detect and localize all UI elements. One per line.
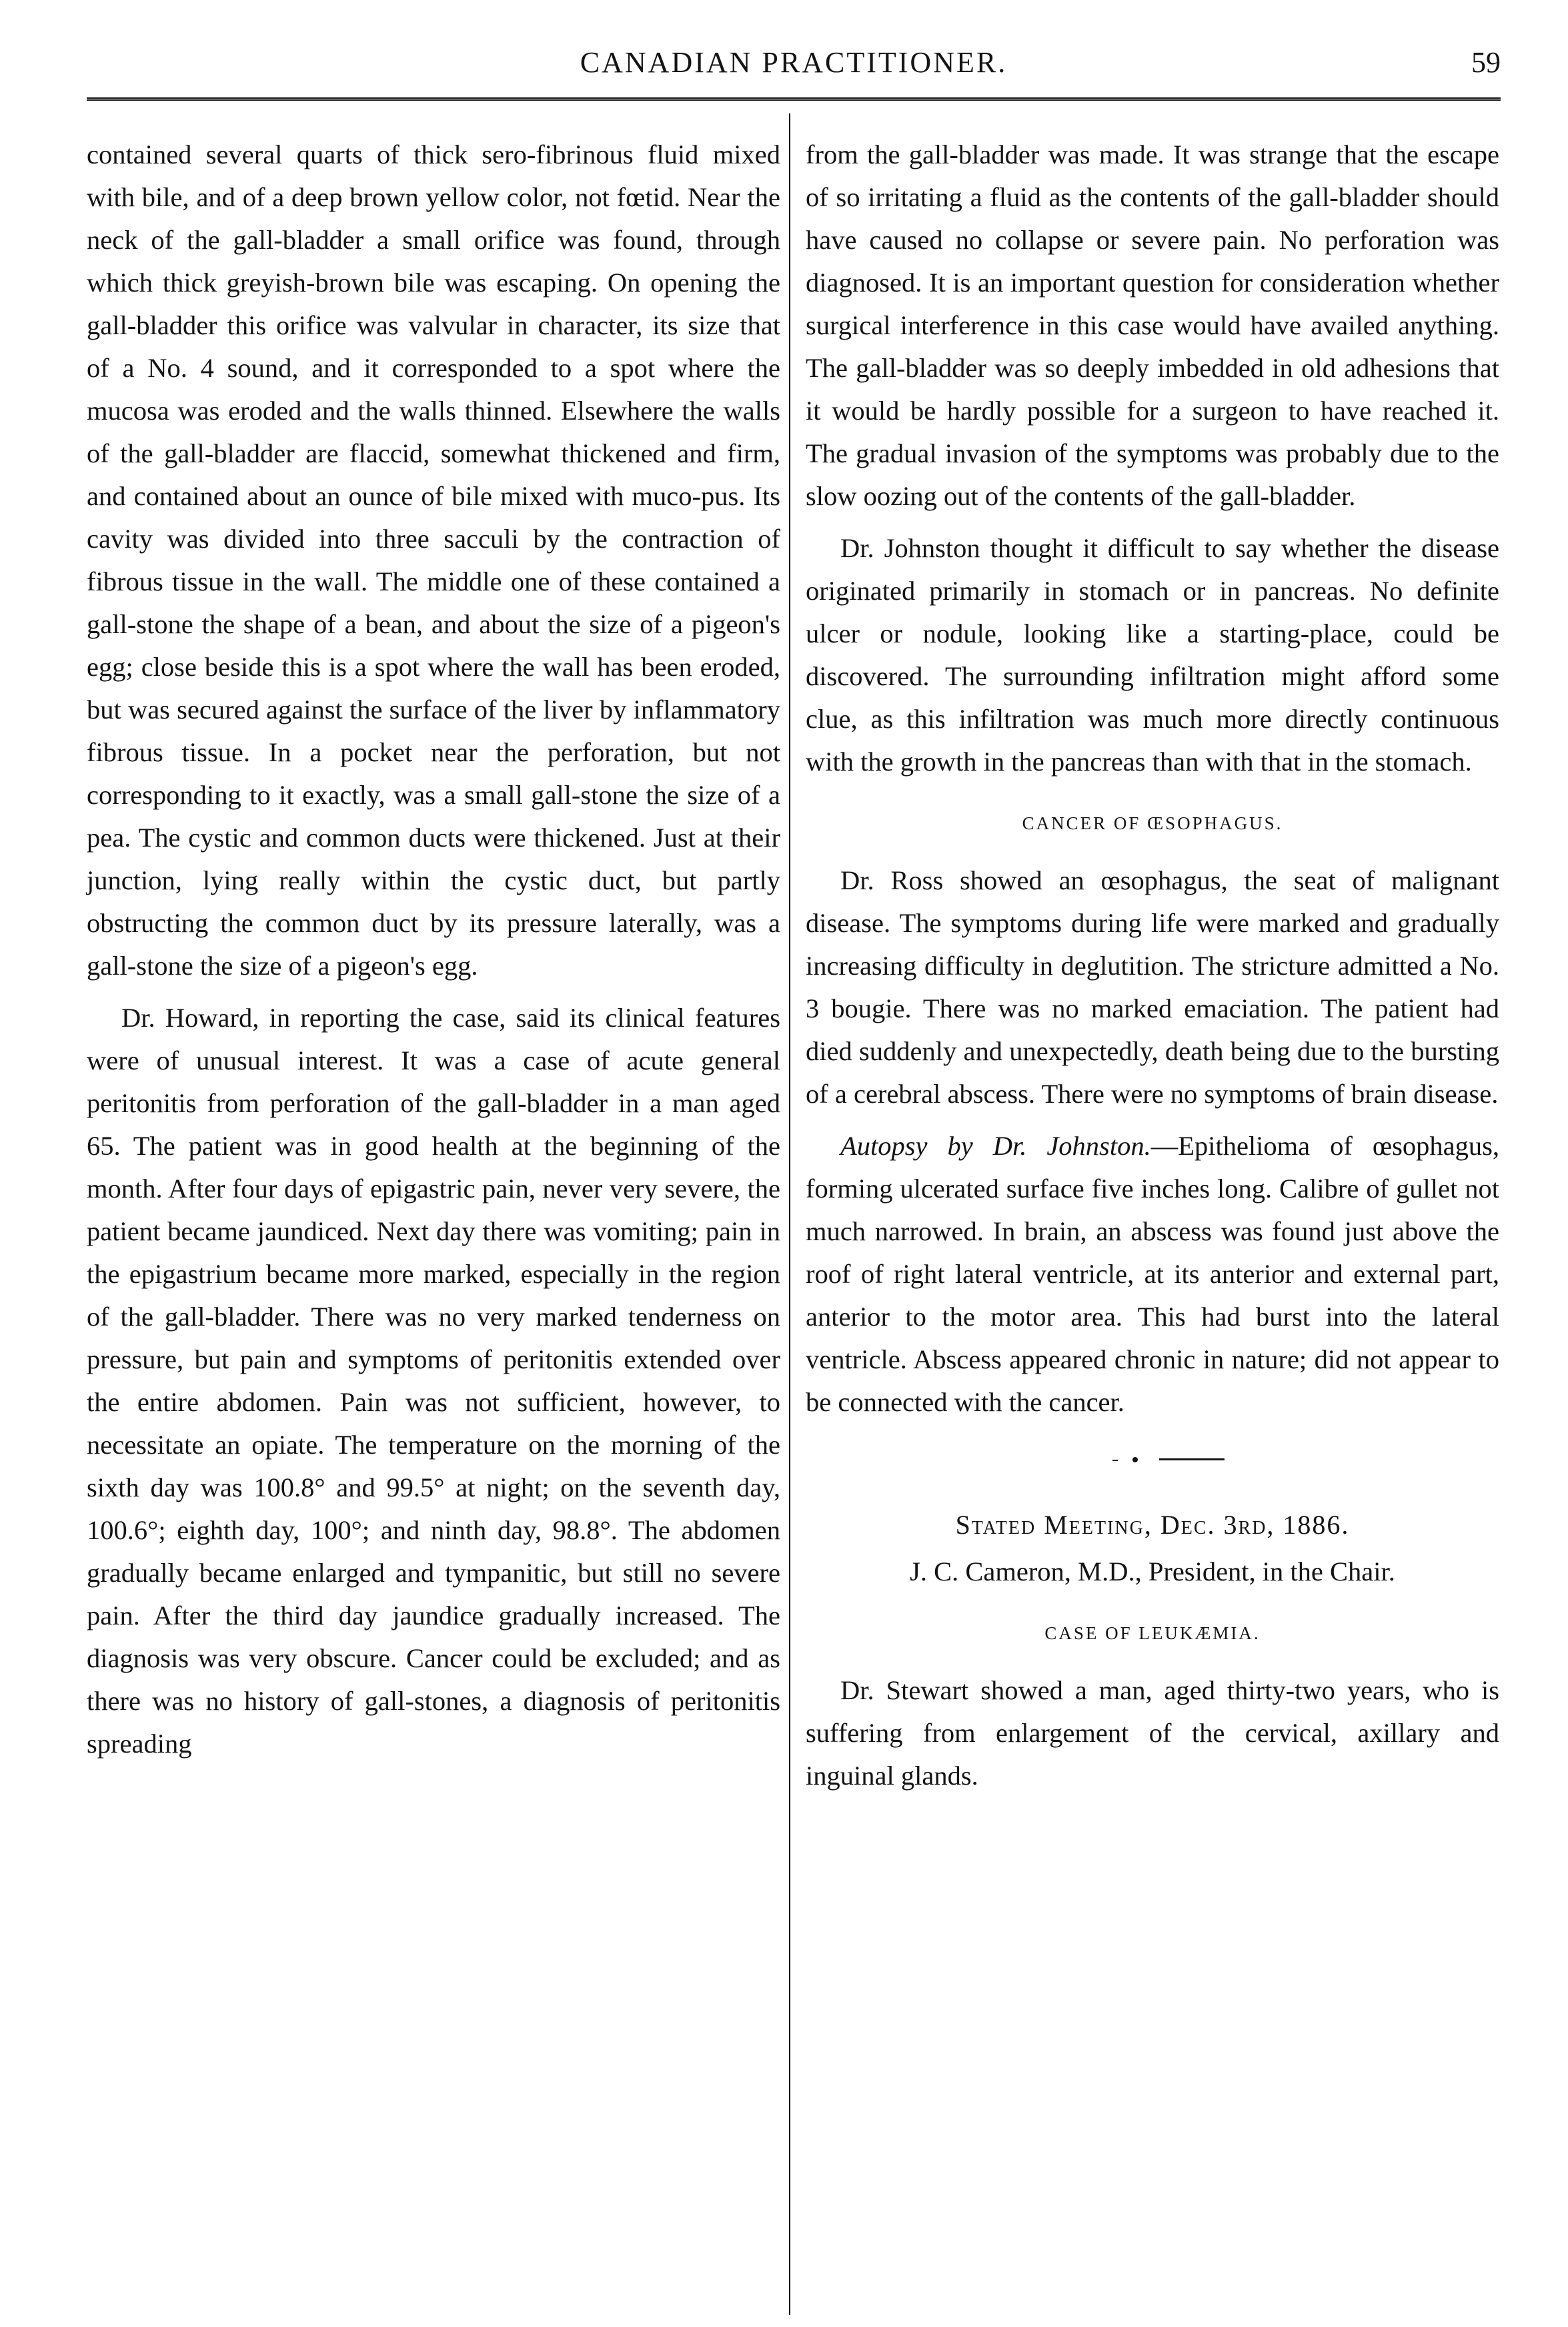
running-title: CANADIAN PRACTITIONER. (580, 46, 1008, 79)
right-paragraph-3: Dr. Ross showed an œsophagus, the seat of malignant disease. The symptoms during life were marked and gradually increasing difficulty in deglutition. The stricture admitted a No. 3 bougie. There was no marked emaciation. The patient had died suddenly and unexpectedly, death being due to the bursting of a cerebral abscess. There were no symptoms of brain disease. (806, 865, 1499, 1109)
page-number: 59 (1471, 46, 1501, 79)
right-paragraph-1: from the gall-bladder was made. It was strange that the escape of so irritating a fluid as the contents of the gall-bladder should have caused no collapse or severe pain. No perforation was diagnosed. It is an important question for consideration whether surgical interference in this case would have availed anything. The gall-bladder was so deeply imbedded in old adhesions that it would be hardly possible for a surgeon to have reached it. The gradual invasion of the symptoms was probably due to the slow oozing out of the contents of the gall-bladder. (806, 139, 1499, 511)
left-paragraph-1: contained several quarts of thick sero-fibrinous fluid mixed with bile, and of a deep brown yellow color, not fœtid. Near the neck of the gall-bladder a small orifice was found, through which thick greyish-brown bile was escaping. On opening the gall-bladder this orifice was valvular in character, its size that of a No. 4 sound, and it corresponded to a spot where the mucosa was eroded and the walls thinned. Elsewhere the walls of the gall-bladder are flaccid, somewhat thickened and firm, and contained about an ounce of bile mixed with muco-pus. Its cavity was divided into three sacculi by the contraction of fibrous tissue in the wall. The middle one of these contained a gall-stone the shape of a bean, and about the size of a pigeon's egg; close beside this is a spot where the wall has been eroded, but was secured against the surface of the liver by inflammatory fibrous tissue. In a pocket near the perforation, but not corresponding to it exactly, was a small gall-stone the size of a pea. The cystic and common ducts were thickened. Just at their junction, lying really within the cystic duct, but partly obstructing the common duct by its pressure laterally, was a gall-stone the size of a pigeon's egg. (87, 139, 780, 981)
meeting-heading-text: Stated Meeting, Dec. 3rd, 1886. (955, 1510, 1350, 1540)
header-rule (87, 97, 1501, 103)
right-paragraph-2: Dr. Johnston thought it difficult to say whether the disease originated primarily in stomach or in pancreas. No definite ulcer or nodule, looking like a starting-place, could be discovered. The surrounding infiltration might afford some clue, as this infiltration was much more directly continuous with the growth in the pancreas than with that in the stomach. (806, 533, 1499, 777)
section-heading-cancer-oesophagus: CANCER OF ŒSOPHAGUS. (1022, 813, 1283, 833)
column-divider (789, 113, 790, 2315)
section-heading-leukaemia: CASE OF LEUKÆMIA. (1044, 1623, 1261, 1643)
meeting-heading (806, 1504, 1499, 1546)
autopsy-body: —Epithelioma of œsophagus, forming ulcerated surface five inches long. Calibre of gullet not much narrowed. In brain, an abscess was found just above the roof of right lateral ventricle, at its anterior and external part, anterior to the motor area. This had burst into the lateral ventricle. Abscess appeared chronic in nature; did not appear to be connected with the cancer. (806, 1131, 1499, 1417)
ornament-dot (1132, 1457, 1138, 1462)
chair-line: J. C. Cameron, M.D., President, in the Chair. (910, 1556, 1395, 1586)
autopsy-lead: Autopsy by Dr. Johnston. (840, 1131, 1151, 1161)
running-head (87, 45, 1501, 92)
ornament-tick (1112, 1460, 1118, 1461)
right-column (806, 133, 1499, 1797)
right-paragraph-5: Dr. Stewart showed a man, aged thirty-two years, who is suffering from enlargement of the cervical, axillary and inguinal glands. (806, 1675, 1499, 1791)
section-ornament (806, 1450, 1499, 1477)
left-paragraph-2: Dr. Howard, in reporting the case, said its clinical features were of unusual interest. It was a case of acute general peritonitis from perforation of the gall-bladder in a man aged 65. The patient was in good health at the beginning of the month. After four days of epigastric pain, never very severe, the patient became jaundiced. Next day there was vomiting; pain in the epigastrium became more marked, especially in the region of the gall-bladder. There was no very marked tenderness on pressure, but pain and symptoms of peritonitis extended over the entire abdomen. Pain was not sufficient, however, to necessitate an opiate. The temperature on the morning of the sixth day was 100.8° and 99.5° at night; on the seventh day, 100.6°; eighth day, 100°; and ninth day, 98.8°. The abdomen gradually became enlarged and tympanitic, but still no severe pain. After the third day jaundice gradually increased. The diagnosis was very obscure. Cancer could be excluded; and as there was no history of gall-stones, a diagnosis of peritonitis spreading (87, 1003, 780, 1759)
left-column (87, 133, 780, 1765)
ornament-rule (1159, 1458, 1225, 1460)
right-paragraph-4 (806, 1125, 1499, 1424)
